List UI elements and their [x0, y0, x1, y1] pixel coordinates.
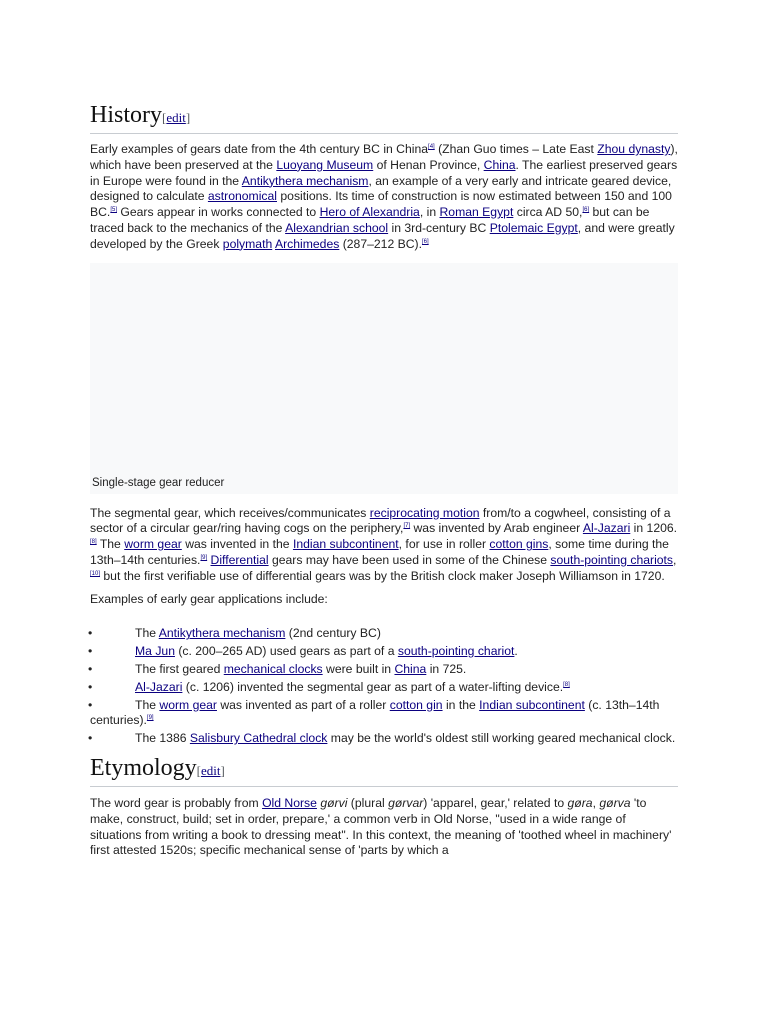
etymology-paragraph: The word gear is probably from Old Norse gørvi (plural gørvar) 'apparel, gear,' related to gøra, gørva 'to make, construct, build; set in order, prepare,' a common verb in Old Norse, "used in a wide range of situations from writing a book to dressing meat". In this context, the meaning of 'toothed wheel in machinery' first attested 1520s; specific mechanical sense of 'parts by which a	[90, 795, 672, 858]
bullet-icon: •	[88, 731, 93, 746]
link-china[interactable]: China	[394, 661, 427, 676]
citation-ref[interactable]: [8]	[563, 681, 570, 688]
figure-caption: Single-stage gear reducer	[92, 476, 225, 489]
link-ptolemaic-egypt[interactable]: Ptolemaic Egypt	[489, 220, 578, 235]
history-title-text: History	[90, 102, 162, 128]
link-hero-of-alexandria[interactable]: Hero of Alexandria	[319, 205, 420, 220]
link-south-pointing-chariots[interactable]: south-pointing chariots	[550, 552, 674, 567]
citation-ref[interactable]: [10]	[90, 570, 101, 577]
bullet-icon: •	[88, 661, 93, 676]
history-title	[90, 101, 190, 132]
article-content	[90, 0, 678, 859]
bullet-icon: •	[88, 644, 93, 659]
list-item: • Al-Jazari (c. 1206) invented the segmental gear as part of a water-lifting device.[8]	[88, 679, 570, 694]
link-differential[interactable]: Differential	[210, 552, 269, 567]
link-roman-egypt[interactable]: Roman Egypt	[439, 205, 514, 220]
gear-reducer-figure[interactable]	[90, 263, 678, 494]
etymology-title	[90, 754, 225, 785]
link-astronomical[interactable]: astronomical	[207, 189, 277, 204]
applications-list	[90, 626, 678, 747]
list-item: • Ma Jun (c. 200–265 AD) used gears as part of a south-pointing chariot.	[88, 644, 518, 659]
link-indian-subcontinent[interactable]: Indian subcontinent	[479, 697, 585, 712]
etymology-edit-section: [edit]	[196, 762, 225, 778]
citation-ref[interactable]: [5]	[110, 207, 117, 214]
link-indian-subcontinent[interactable]: Indian subcontinent	[292, 537, 399, 552]
bullet-icon: •	[88, 626, 93, 641]
history-paragraph-2: The segmental gear, which receives/communicates reciprocating motion from/to a cogwheel, consisting of a sector of a circular gear/ring having cogs on the periphery,[7] was invented by Arab engineer Al-Jazari in 1206.[8] The worm gear was invented in the Indian subcontinent, for use in roller cotton gins, some time during the 13th–14th centuries.[9] Differential gears may have been used in some of the Chinese south-pointing chariots,[10] but the first verifiable use of differential gears was by the British clock maker Joseph Williamson in 1720.	[90, 505, 678, 583]
citation-ref[interactable]: [6]	[421, 238, 429, 245]
link-polymath[interactable]: polymath	[222, 236, 273, 251]
history-paragraph-1: Early examples of gears date from the 4th century BC in China[4] (Zhan Guo times – Late East Zhou dynasty), which have been preserved at the Luoyang Museum of Henan Province, China. The earliest preserved gears in Europe were found in the Antikythera mechanism, an example of a very early and intricate geared device, designed to calculate astronomical positions. Its time of construction is now estimated between 150 and 100 BC.[5] Gears appear in works connected to Hero of Alexandria, in Roman Egypt circa AD 50,[6] but can be traced back to the mechanics of the Alexandrian school in 3rd-century BC Ptolemaic Egypt, and were greatly developed by the Greek polymath Archimedes (287–212 BC).[6]	[90, 142, 678, 251]
history-edit-section: [edit]	[162, 110, 191, 125]
link-zhou-dynasty[interactable]: Zhou dynasty	[597, 142, 671, 156]
history-heading	[90, 102, 678, 134]
link-reciprocating-motion[interactable]: reciprocating motion	[369, 505, 480, 520]
citation-ref[interactable]: [4]	[428, 143, 435, 150]
citation-ref[interactable]: [7]	[403, 523, 411, 530]
list-item: • The Antikythera mechanism (2nd century BC)	[88, 626, 381, 641]
etymology-heading	[90, 754, 678, 787]
link-cotton-gin[interactable]: cotton gin	[389, 697, 443, 712]
etymology-title-text: Etymology	[90, 754, 197, 781]
link-worm-gear[interactable]: worm gear	[159, 697, 217, 712]
list-item: • The 1386 Salisbury Cathedral clock may be the world's oldest still working geared mechanical clock.	[88, 731, 676, 746]
link-antikythera-mechanism[interactable]: Antikythera mechanism	[241, 173, 369, 188]
list-item: • The first geared mechanical clocks were built in China in 725.	[88, 661, 467, 676]
link-ma-jun[interactable]: Ma Jun	[135, 644, 175, 659]
bullet-icon: •	[88, 679, 93, 694]
applications-intro: Examples of early gear applications include:	[90, 591, 328, 606]
etymology-edit-link[interactable]: edit	[201, 762, 221, 778]
link-alexandrian-school[interactable]: Alexandrian school	[285, 220, 389, 235]
citation-ref[interactable]: [9]	[146, 715, 154, 722]
link-south-pointing-chariot[interactable]: south-pointing chariot	[397, 644, 515, 659]
link-cotton-gins[interactable]: cotton gins	[489, 537, 549, 552]
bullet-icon: •	[88, 697, 93, 712]
list-item: • The worm gear was invented as part of a roller cotton gin in the Indian subcontinent (c. 13th–14th centuries).[9]	[88, 697, 660, 728]
link-old-norse[interactable]: Old Norse	[262, 795, 317, 810]
link-worm-gear[interactable]: worm gear	[124, 537, 182, 552]
history-edit-link[interactable]: edit	[166, 110, 186, 125]
link-al-jazari[interactable]: Al-Jazari	[135, 679, 183, 694]
link-luoyang-museum[interactable]: Luoyang Museum	[276, 157, 374, 172]
link-antikythera-mechanism[interactable]: Antikythera mechanism	[158, 626, 286, 641]
citation-ref[interactable]: [6]	[582, 207, 590, 214]
link-archimedes[interactable]: Archimedes	[274, 236, 340, 251]
citation-ref[interactable]: [8]	[90, 539, 97, 546]
link-china[interactable]: China	[483, 157, 516, 172]
link-salisbury-cathedral-clock[interactable]: Salisbury Cathedral clock	[189, 731, 328, 746]
link-mechanical-clocks[interactable]: mechanical clocks	[223, 661, 323, 676]
citation-ref[interactable]: [9]	[200, 554, 208, 561]
link-al-jazari[interactable]: Al-Jazari	[582, 521, 631, 536]
